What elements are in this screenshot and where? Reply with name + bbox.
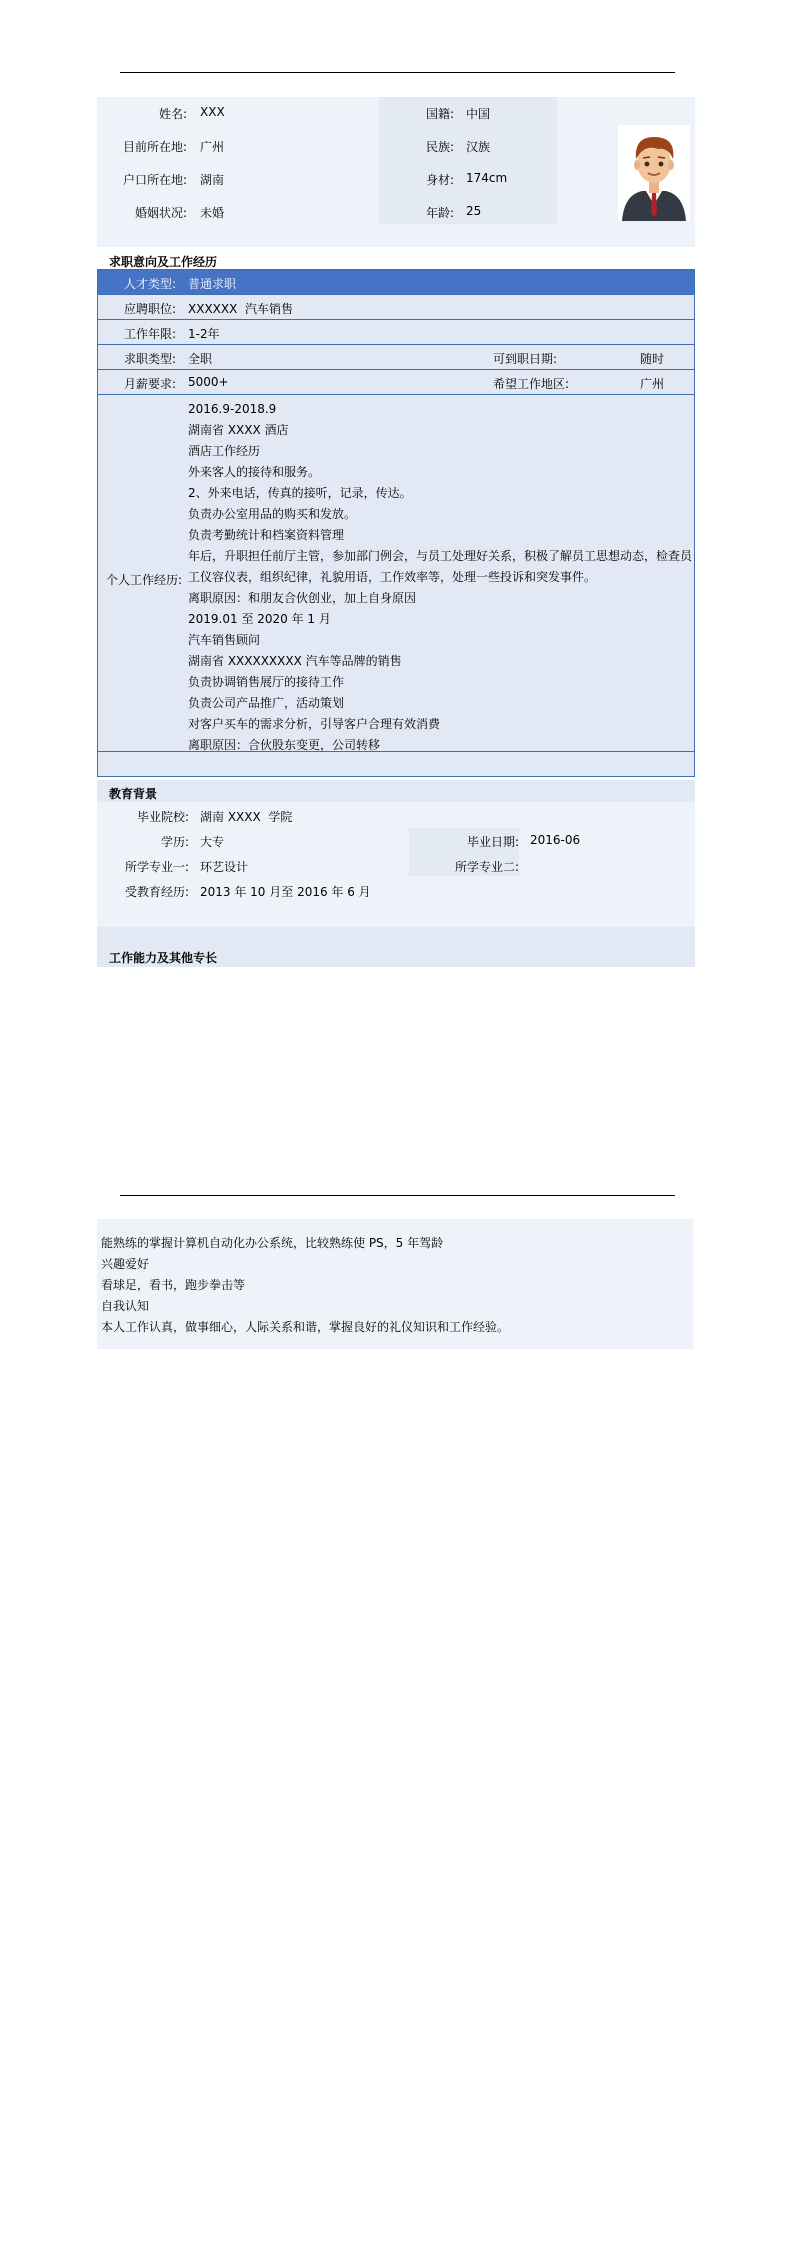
- area-label: 希望工作地区:: [493, 377, 570, 391]
- type-value: 普通求职: [188, 277, 237, 291]
- skills-line: 能熟练的掌握计算机自动化办公系统，比较熟练使 PS，5 年驾龄: [101, 1236, 444, 1250]
- degree-label: 学历:: [160, 835, 189, 849]
- education-section-title: [97, 780, 695, 802]
- major1-value: 环艺设计: [200, 860, 249, 874]
- job-row-jobtype: [97, 345, 695, 370]
- salary-label: 月薪要求:: [123, 377, 176, 391]
- height-label: 身材:: [425, 173, 454, 187]
- education-section-title-text: 教育背景: [109, 787, 158, 801]
- skills-panel: [97, 1219, 693, 1349]
- top-divider: [120, 72, 675, 73]
- experience-line: 年后，升职担任前厅主管，参加部门例会，与员工处理好关系，积极了解员工思想动态，检查员: [188, 549, 693, 563]
- location-label: 目前所在地:: [122, 140, 187, 154]
- experience-line: 湖南省 XXXX 酒店: [188, 423, 289, 437]
- ethnic-value: 汉族: [466, 140, 491, 154]
- basic-info-panel: [97, 97, 695, 247]
- major1-label: 所学专业一:: [124, 860, 189, 874]
- page2-divider: [120, 1195, 675, 1196]
- experience-cell: [97, 395, 695, 752]
- start-label: 可到职日期:: [493, 352, 558, 366]
- experience-line: 工仪容仪表，组织纪律，礼貌用语，工作效率等，处理一些投诉和突发事件。: [188, 570, 597, 584]
- degree-value: 大专: [200, 835, 225, 849]
- area-value: 广州: [640, 377, 665, 391]
- experience-line: 2、外来电话，传真的接听，记录，传达。: [188, 486, 412, 500]
- skills-line: 自我认知: [101, 1299, 150, 1313]
- years-value: 1-2年: [188, 327, 220, 341]
- age-label: 年龄:: [425, 206, 454, 220]
- experience-line: 离职原因：合伙股东变更，公司转移: [188, 738, 381, 752]
- avatar-illustration-icon: [618, 125, 690, 221]
- skills-line: 兴趣爱好: [101, 1257, 150, 1271]
- location-value: 广州: [200, 140, 225, 154]
- avatar: [618, 125, 690, 221]
- skills-section-title-text: 工作能力及其他专长: [109, 951, 218, 965]
- hukou-label: 户口所在地:: [122, 173, 187, 187]
- grad-label: 毕业日期:: [466, 835, 519, 849]
- school-label: 毕业院校:: [136, 810, 189, 824]
- marital-label: 婚姻状况:: [134, 206, 187, 220]
- major2-label: 所学专业二:: [454, 860, 519, 874]
- position-label: 应聘职位:: [123, 302, 176, 316]
- job-row-salary: [97, 370, 695, 395]
- job-row-years: [97, 320, 695, 345]
- salary-value: 5000+: [188, 375, 229, 389]
- jobtype-value: 全职: [188, 352, 213, 366]
- marital-value: 未婚: [200, 206, 225, 220]
- ethnic-label: 民族:: [425, 140, 454, 154]
- height-value: 174cm: [466, 171, 508, 185]
- job-section-title-text: 求职意向及工作经历: [109, 255, 218, 269]
- experience-line: 负责办公室用品的购买和发放。: [188, 507, 357, 521]
- years-label: 工作年限:: [123, 327, 176, 341]
- hukou-value: 湖南: [200, 173, 225, 187]
- education-panel: [97, 802, 695, 927]
- experience-line: 酒店工作经历: [188, 444, 261, 458]
- type-label: 人才类型:: [123, 277, 176, 291]
- name-value: XXX: [200, 105, 225, 119]
- experience-line: 2019.01 至 2020 年 1 月: [188, 612, 331, 626]
- period-label: 受教育经历:: [124, 885, 189, 899]
- nationality-label: 国籍:: [425, 107, 454, 121]
- experience-line: 汽车销售顾问: [188, 633, 261, 647]
- experience-footer-row: [97, 752, 695, 777]
- experience-lines: [188, 399, 693, 756]
- experience-line: 离职原因：和朋友合伙创业，加上自身原因: [188, 591, 417, 605]
- name-label: 姓名:: [158, 107, 187, 121]
- experience-line: 对客户买车的需求分析，引导客户合理有效消费: [188, 717, 441, 731]
- position-value: XXXXXX 汽车销售: [188, 302, 293, 316]
- school-value: 湖南 XXXX 学院: [200, 810, 293, 824]
- experience-line: 负责公司产品推广，活动策划: [188, 696, 345, 710]
- jobtype-label: 求职类型:: [123, 352, 176, 366]
- period-value: 2013 年 10 月至 2016 年 6 月: [200, 885, 371, 899]
- skills-line: 本人工作认真，做事细心，人际关系和谐，掌握良好的礼仪知识和工作经验。: [101, 1320, 510, 1334]
- experience-line: 负责协调销售展厅的接待工作: [188, 675, 345, 689]
- job-row-position: [97, 295, 695, 320]
- job-table: [97, 269, 695, 777]
- job-row-type: [97, 269, 695, 295]
- nationality-value: 中国: [466, 107, 491, 121]
- skills-line: 看球足，看书，跑步拳击等: [101, 1278, 246, 1292]
- experience-line: 湖南省 XXXXXXXXX 汽车等品牌的销售: [188, 654, 402, 668]
- start-value: 随时: [640, 352, 665, 366]
- age-value: 25: [466, 204, 482, 218]
- grad-value: 2016-06: [530, 833, 581, 847]
- experience-label: 个人工作经历:: [105, 573, 182, 587]
- skills-section-title: [97, 927, 695, 967]
- experience-line: 2016.9-2018.9: [188, 402, 277, 416]
- job-section-title: [97, 248, 695, 270]
- experience-line: 负责考勤统计和档案资料管理: [188, 528, 345, 542]
- experience-line: 外来客人的接待和服务。: [188, 465, 321, 479]
